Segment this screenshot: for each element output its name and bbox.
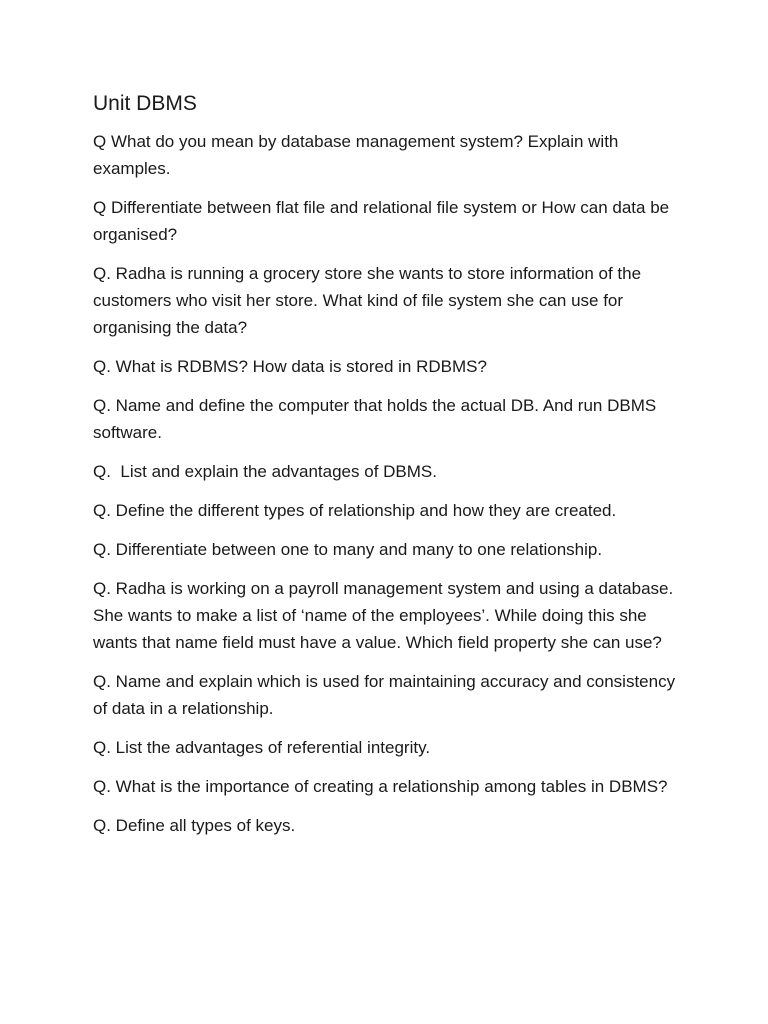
question-12: Q. What is the importance of creating a relationship among tables in DBMS? <box>93 777 668 796</box>
question-list <box>93 128 688 839</box>
question-9: Q. Radha is working on a payroll management system and using a database. She wants to make a list of ‘name of the employees’. While doing this she wants that name field must have a value. Which field property she can use? <box>93 579 678 652</box>
question-8: Q. Differentiate between one to many and many to one relationship. <box>93 540 603 559</box>
question-5: Q. Name and define the computer that holds the actual DB. And run DBMS software. <box>93 396 661 442</box>
question-1: Q What do you mean by database management system? Explain with examples. <box>93 132 624 178</box>
question-6: Q. List and explain the advantages of DBMS. <box>93 462 437 481</box>
question-3: Q. Radha is running a grocery store she wants to store information of the customers who visit her store. What kind of file system she can use for organising the data? <box>93 264 646 337</box>
question-4: Q. What is RDBMS? How data is stored in RDBMS? <box>93 357 487 376</box>
question-11: Q. List the advantages of referential integrity. <box>93 738 431 757</box>
question-10: Q. Name and explain which is used for maintaining accuracy and consistency of data in a relationship. <box>93 672 680 718</box>
question-2: Q Differentiate between flat file and relational file system or How can data be organised? <box>93 198 674 244</box>
question-13: Q. Define all types of keys. <box>93 816 296 835</box>
question-7: Q. Define the different types of relationship and how they are created. <box>93 501 617 520</box>
page-title: Unit DBMS <box>93 92 197 115</box>
